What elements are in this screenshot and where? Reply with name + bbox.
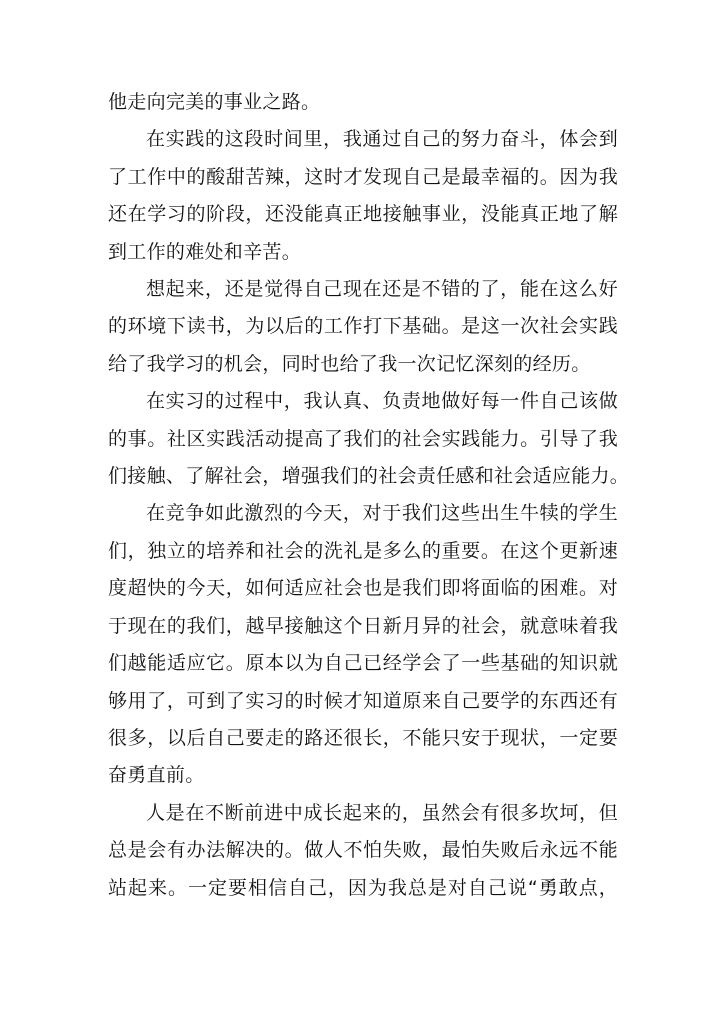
paragraph-3 [108, 271, 618, 383]
text-line: 在竞争如此激烈的今天，对于我们这些出生牛犊的学生 [146, 502, 618, 525]
text-line: 们越能适应它。原本以为自己已经学会了一些基础的知识就 [108, 652, 618, 675]
text-line: 他走向完美的事业之路。 [108, 91, 321, 113]
text-line: 想起来，还是觉得自己现在还是不错的了，能在这么好 [146, 278, 618, 301]
text-line: 站起来。一定要相信自己，因为我总是对自己说“勇敢点， [108, 876, 618, 899]
text-line: 的事。社区实践活动提高了我们的社会实践能力。引导了我 [108, 427, 618, 450]
paragraph-6 [108, 795, 618, 907]
text-line: 在实践的这段时间里，我通过自己的努力奋斗，体会到 [146, 128, 618, 151]
paragraph-4 [108, 383, 630, 495]
text-line: 度超快的今天，如何适应社会也是我们即将面临的困难。对 [108, 577, 618, 600]
text-line: 很多，以后自己要走的路还很长，不能只安于现状，一定要 [108, 726, 618, 749]
paragraph-5 [108, 495, 618, 794]
text-line: 给了我学习的机会，同时也给了我一次记忆深刻的经历。 [108, 352, 591, 375]
text-line: 于现在的我们，越早接触这个日新月异的社会，就意味着我 [108, 614, 618, 637]
paragraph-1 [108, 84, 618, 121]
text-line: 们接触、了解社会，增强我们的社会责任感和社会适应能力。 [108, 465, 630, 488]
body-text [108, 84, 630, 907]
text-line: 在实习的过程中，我认真、负责地做好每一件自己该做 [146, 390, 618, 413]
text-line: 了工作中的酸甜苦辣，这时才发现自己是最幸福的。因为我 [108, 165, 618, 188]
text-line: 们，独立的培养和社会的洗礼是多么的重要。在这个更新速 [108, 539, 618, 562]
text-line: 总是会有办法解决的。做人不怕失败，最怕失败后永远不能 [108, 839, 618, 862]
text-line: 的环境下读书，为以后的工作打下基础。是这一次社会实践 [108, 315, 618, 338]
text-line: 奋勇直前。 [108, 764, 205, 787]
paragraph-2 [108, 121, 618, 271]
text-line: 够用了，可到了实习的时候才知道原来自己要学的东西还有 [108, 689, 618, 712]
text-line: 人是在不断前进中成长起来的，虽然会有很多坎坷，但 [146, 801, 618, 824]
text-line: 还在学习的阶段，还没能真正地接触事业，没能真正地了解 [108, 203, 618, 226]
text-line: 到工作的难处和辛苦。 [108, 240, 302, 263]
